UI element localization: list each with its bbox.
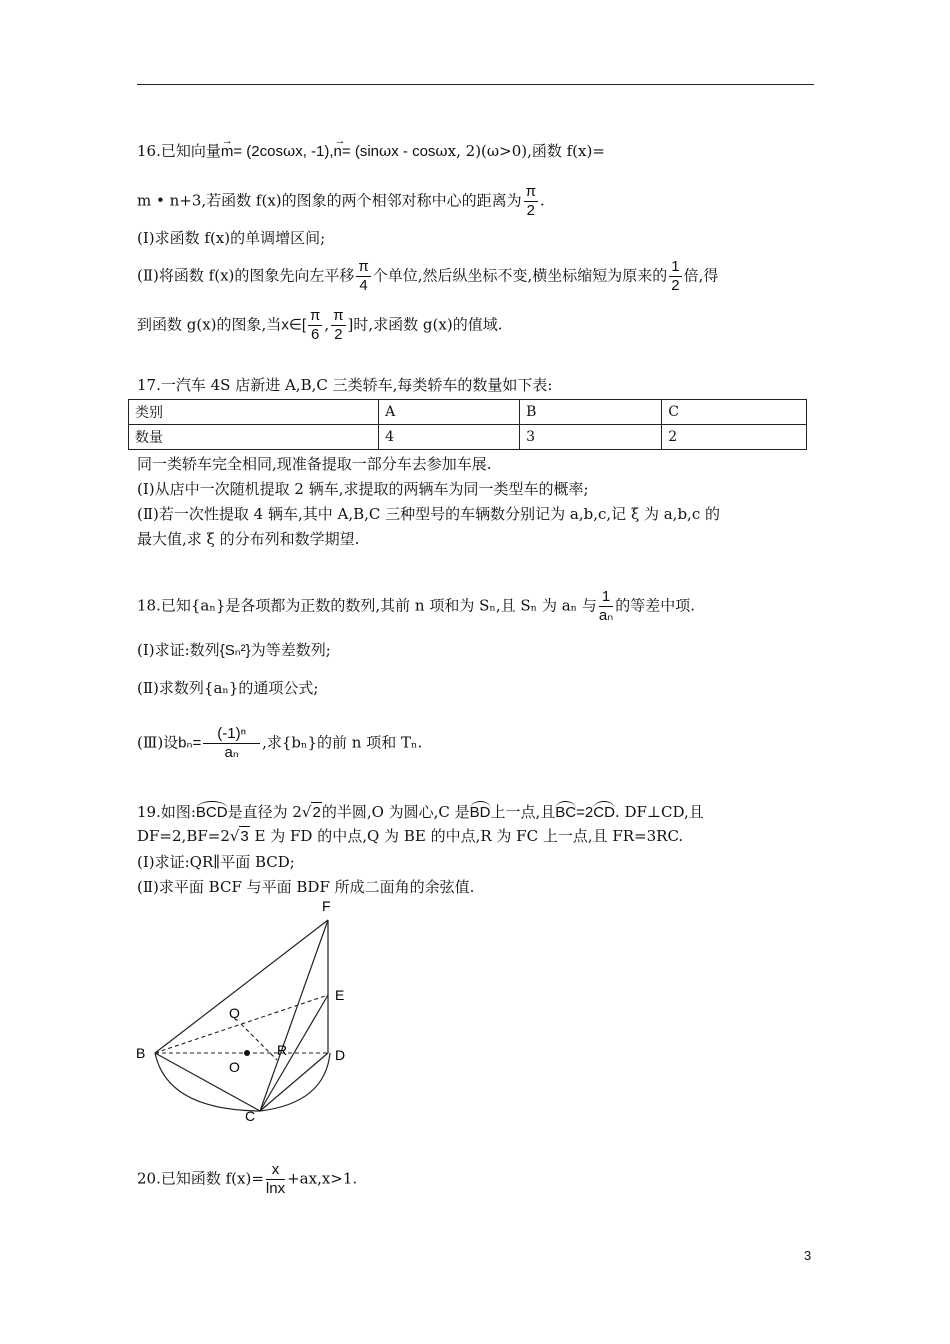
label-O: O (229, 1059, 240, 1075)
q17-table (128, 399, 807, 450)
geometry-figure (125, 895, 365, 1130)
table-cell: 数量 (129, 425, 379, 450)
q20-line1: 20.已知函数 f(x)= $\frac{x}{\ln x}$ +ax,x>1. (137, 1161, 358, 1197)
label-C: C (245, 1108, 256, 1124)
label-B: B (136, 1045, 146, 1061)
q16-line5: 到函数 g(x)的图象,当x∈[ $\frac{\pi}{6}$ , $\frac{\pi}{2}$ ]时,求函数 g(x)的值域. (137, 307, 503, 343)
q16-part1: (Ⅰ)求函数 f(x)的单调增区间; (137, 229, 326, 247)
table-cell: 4 (379, 425, 520, 450)
table-cell: B (520, 400, 662, 425)
table-cell: 类别 (129, 400, 379, 425)
q17-part2b: 最大值,求 ξ 的分布列和数学期望. (137, 530, 360, 548)
q17-part2a: (Ⅱ)若一次性提取 4 辆车,其中 A,B,C 三种型号的车辆数分别记为 a,b,c,记 ξ 为 a,b,c 的 (137, 505, 720, 523)
q19-part2: (Ⅱ)求平面 BCF 与平面 BDF 所成二面角的余弦值. (137, 878, 475, 896)
q18-line1: 18.已知{aₙ}是各项都为正数的数列,其前 n 项和为 Sₙ,且 Sₙ 为 aₙ 与 $\frac{1}{\text{aₙ}}$ 的等差中项. (137, 588, 696, 624)
q19-line1: 19.如图:BCD是直径为 2√2的半圆,O 为圆心,C 是BD上一点,且BC=2CD. DF⊥CD,且 (137, 803, 704, 821)
q18-part1: (Ⅰ)求证:数列{Sₙ²}为等差数列; (137, 641, 331, 659)
page-number: 3 (804, 1248, 812, 1263)
label-Q: Q (229, 1005, 240, 1021)
q16-line1: 16.已知向量→ m= (2cosωx, -1),→ n= (sinωx - cosωx, 2)(ω>0),函数 f(x)= (137, 141, 605, 162)
header-rule (137, 84, 814, 85)
q17-line2: 同一类轿车完全相同,现准备提取一部分车去参加车展. (137, 455, 492, 473)
q18-part2: (Ⅱ)求数列{aₙ}的通项公式; (137, 679, 319, 697)
label-R: R (277, 1042, 288, 1058)
edge-BF (155, 920, 328, 1053)
label-D: D (335, 1047, 346, 1063)
label-F: F (322, 898, 331, 914)
semicircle-arc (155, 1053, 330, 1111)
table-cell: 2 (662, 425, 807, 450)
q16-line4: (Ⅱ)将函数 f(x)的图象先向左平移 $\frac{\pi}{4}$ 个单位,然后纵坐标不变,横坐标缩短为原来的 $\frac{1}{2}$ 倍,得 (137, 258, 719, 294)
table-cell: 3 (520, 425, 662, 450)
table-row (129, 400, 807, 425)
q17-part1: (Ⅰ)从店中一次随机提取 2 辆车,求提取的两辆车为同一类型车的概率; (137, 480, 589, 498)
q17-intro: 17.一汽车 4S 店新进 A,B,C 三类轿车,每类轿车的数量如下表: (137, 376, 553, 394)
table-row (129, 425, 807, 450)
label-E: E (335, 987, 345, 1003)
table-cell: C (662, 400, 807, 425)
edge-BC (155, 1053, 260, 1111)
q19-line2: DF=2,BF=2√3 E 为 FD 的中点,Q 为 BE 的中点,R 为 FC 上一点,且 FR=3RC. (137, 827, 684, 845)
q19-part1: (Ⅰ)求证:QR∥平面 BCD; (137, 853, 295, 871)
table-cell: A (379, 400, 520, 425)
q16-line2: m • n+3,若函数 f(x)的图象的两个相邻对称中心的距离为 $\frac{\pi}{2}$ . (137, 183, 545, 219)
q18-part3: (Ⅲ)设bₙ= $\frac{\text{(-1)ⁿ}}{\text{aₙ}}$ ,求{bₙ}的前 n 项和 Tₙ. (137, 725, 423, 761)
center-point (244, 1050, 250, 1056)
